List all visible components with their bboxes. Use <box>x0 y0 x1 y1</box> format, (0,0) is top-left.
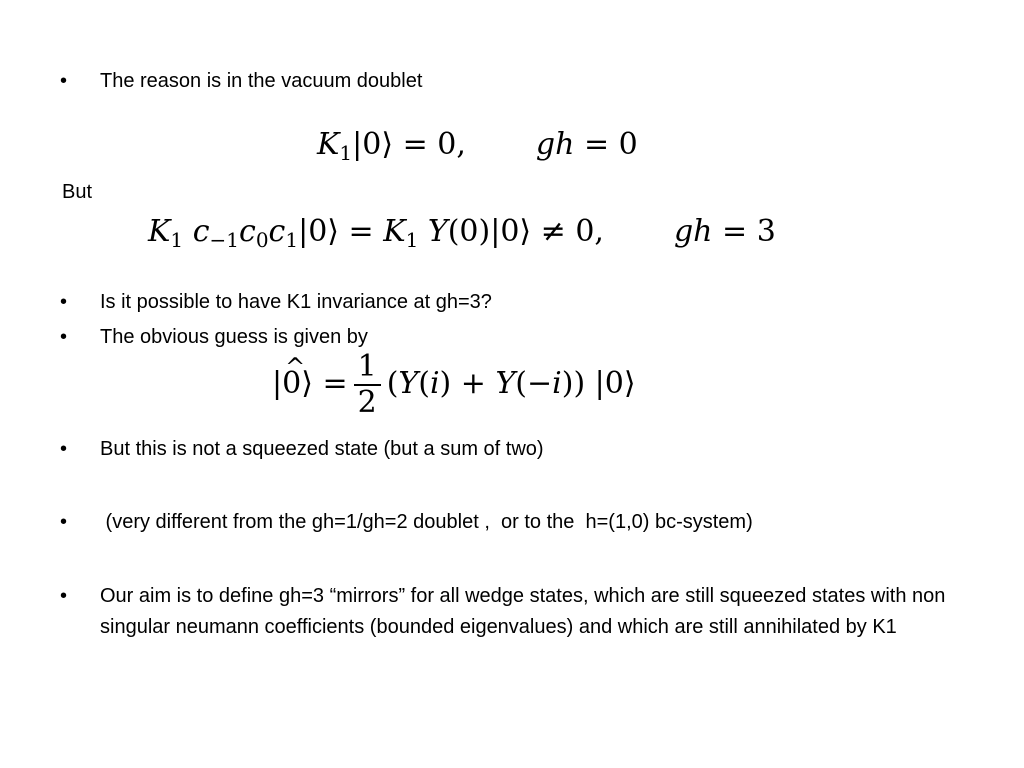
bullet-text-not-squeezed: But this is not a squeezed state (but a sum of two) <box>100 438 544 460</box>
but-label: But <box>62 181 93 203</box>
equation-hat-vacuum: |^ 0⟩ = $\frac{1}{2}$ (Y(i) + Y(−i)) |0⟩ <box>272 350 636 420</box>
bullet-text-aim: Our aim is to define gh=3 “mirrors” for all wedge states, which are still squeezed states with non singular neumann coefficients (bounded eigenvalues) and which are still annihilated by K1 <box>100 585 946 638</box>
bullet-text-k1-invariance: Is it possible to have K1 invariance at gh=3? <box>100 291 492 313</box>
bullet-marker: • <box>60 291 68 313</box>
bullet-text-vacuum-doublet: The reason is in the vacuum doublet <box>100 70 423 92</box>
bullet-marker: • <box>60 326 68 348</box>
bullet-marker: • <box>60 438 68 460</box>
equation-k1-gh3: $K_1$ $c_{-1}c_0c_1|0⟩ = K_1$ Y(0)|0⟩ ≠ 0, gh = 3 <box>148 214 776 252</box>
bullet-text-different-doublet: (very different from the gh=1/gh=2 doublet , or to the h=(1,0) bc-system) <box>100 511 753 533</box>
bullet-marker: • <box>60 585 68 607</box>
bullet-marker: • <box>60 70 68 92</box>
bullet-marker: • <box>60 511 68 533</box>
bullet-text-obvious-guess: The obvious guess is given by <box>100 326 368 348</box>
equation-k1-vacuum: $K_1|0⟩ = 0$, gh = 0 <box>317 127 638 165</box>
